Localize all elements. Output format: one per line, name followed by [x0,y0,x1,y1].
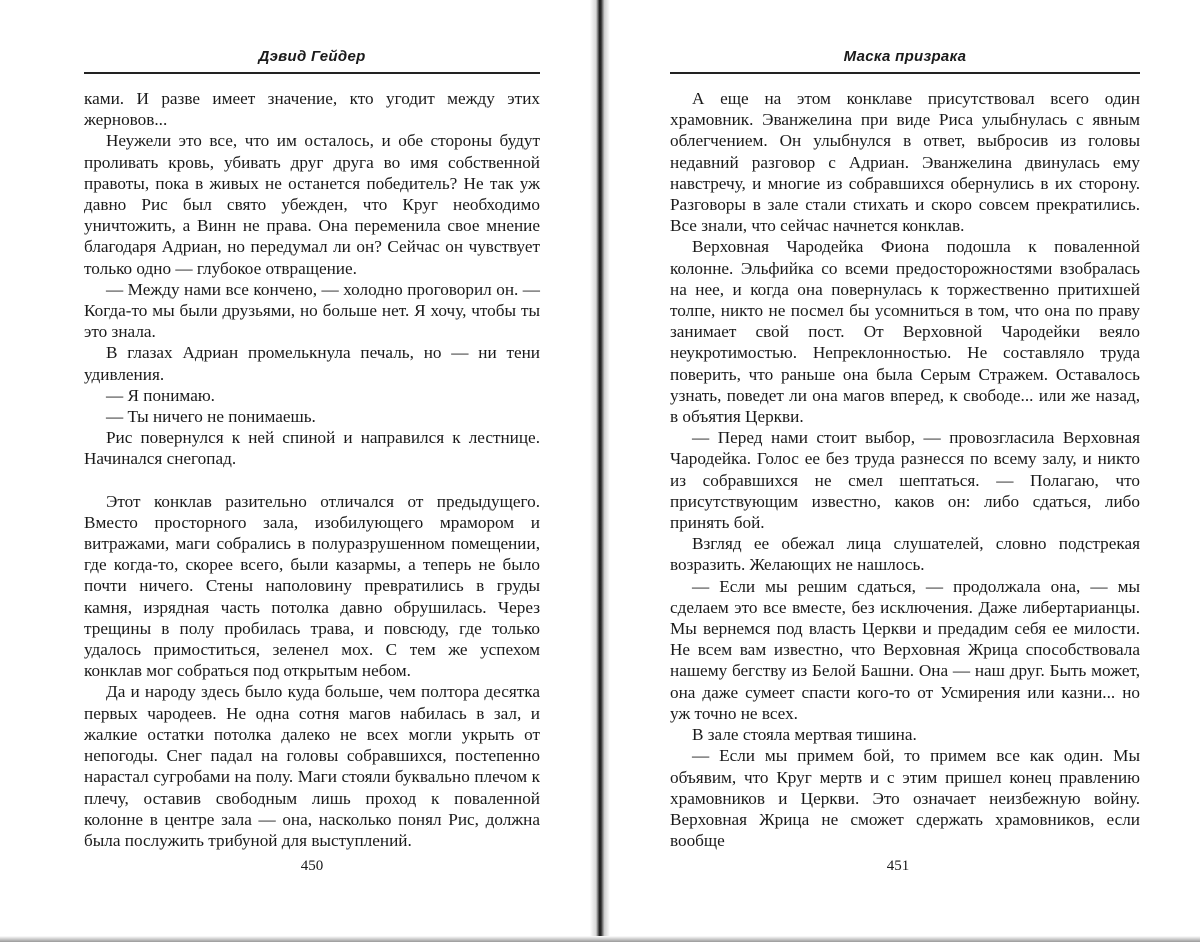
paragraph: А еще на этом конклаве присутствовал всего один храмовник. Эванжелина при виде Риса улыбнулась с явным облегчением. Он улыбнулся в ответ, выбросив из головы недавний разговор с Адриан. Эванжелина двинулась ему навстречу, и многие из собравшихся обернулись в их сторону. Разговоры в зале стали стихать и скоро совсем прекратились. Все знали, что сейчас начнется конклав. [670,89,1140,236]
section-break [84,470,540,491]
page-body-text [670,88,1140,851]
right-page [610,0,1200,942]
page-number: 450 [300,858,324,874]
page-body-text [84,88,540,851]
running-header-title: Маска призрака [843,48,967,65]
paragraph: — Если мы примем бой, то примем все как один. Мы объявим, что Круг мертв и с этим пришел конец правлению храмовников и Церкви. Это означает неизбежную войну. Верховная Жрица не сможет сдержать храмовников, если вообще [670,746,1140,851]
paragraph: Верховная Чародейка Фиона подошла к поваленной колонне. Эльфийка со всеми предосторожностями взобралась на нее, и когда она повернулась к торжественно притихшей толпе, никто не посмел бы усомниться в том, что она по праву занимает свой пост. От Верховной Чародейки веяло неукротимостью. Непреклонностью. Не составляло труда поверить, что раньше она была Серым Стражем. Оставалось узнать, поведет ли она магов вперед, к свободе... или же назад, в объятия Церкви. [670,237,1140,427]
paragraph: В глазах Адриан промелькнула печаль, но — ни тени удивления. [84,343,540,384]
left-page [0,0,590,942]
paragraph: Рис повернулся к ней спиной и направился к лестнице. Начинался снегопад. [84,428,540,469]
paragraph: — Я понимаю. [106,385,215,405]
paragraph: В зале стояла мертвая тишина. [692,725,917,745]
header-rule [84,72,540,74]
page-number: 451 [886,858,910,874]
paragraph: — Перед нами стоит выбор, — провозгласила Верховная Чародейка. Голос ее без труда разнесся по всему залу, и никто из собравшихся не смел шептаться. — Полагаю, что присутствующим известно, каков он: либо сдаться, либо принять бой. [670,428,1140,533]
paragraph: Этот конклав разительно отличался от предыдущего. Вместо просторного зала, изобилующего мрамором и витражами, маги собрались в полуразрушенном помещении, где когда-то, скорее всего, были казармы, а теперь не было почти ничего. Стены наполовину превратились в груды камня, изрядная часть потолка давно обрушилась. Через трещины в полу пробилась трава, и повсюду, где только удалось примоститься, зеленел мох. С тем же успехом конклав мог собраться под открытым небом. [84,491,540,681]
book-gutter [590,0,610,942]
paragraph: Неужели это все, что им осталось, и обе стороны будут проливать кровь, убивать друг друга во имя собственной правоты, пока в живых не останется победитель? Не так уж давно Рис был свято убежден, что Круг необходимо уничтожить, а Винн не права. Она переменила свое мнение благодаря Адриан, но передумал ли он? Сейчас он чувствует только одно — глубокое отвращение. [84,131,540,278]
paragraph: — Если мы решим сдаться, — продолжала она, — мы сделаем это все вместе, без исключения. Даже либертарианцы. Мы вернемся под власть Церкви и предадим себя ее милости. Не всем вам известно, что Верховная Жрица способствовала нашему бегству из Белой Башни. Она — наш друг. Быть может, она даже сумеет спасти кого-то от Усмирения или казни... но уж точно не всех. [670,576,1140,723]
running-header-author: Дэвид Гейдер [258,48,366,65]
paragraph: ками. И разве имеет значение, кто угодит между этих жерновов... [84,89,540,130]
paragraph: Взгляд ее обежал лица слушателей, словно подстрекая возразить. Желающих не нашлось. [670,534,1140,575]
page-bottom-edge [0,936,1200,942]
header-rule [670,72,1140,74]
paragraph: Да и народу здесь было куда больше, чем полтора десятка первых чародеев. Не одна сотня магов набилась в зал, и жалкие остатки потолка далеко не всех могли укрыть от непогоды. Снег падал на головы собравшихся, постепенно нарастал сугробами на полу. Маги стояли буквально плечом к плечу, оставив свободным лишь проход к поваленной колонне в центре зала — она, насколько понял Рис, должна была послужить трибуной для выступлений. [84,682,540,850]
paragraph: — Ты ничего не понимаешь. [106,407,316,427]
paragraph: — Между нами все кончено, — холодно проговорил он. — Когда-то мы были друзьями, но больше нет. Я хочу, чтобы ты это знала. [84,279,540,342]
